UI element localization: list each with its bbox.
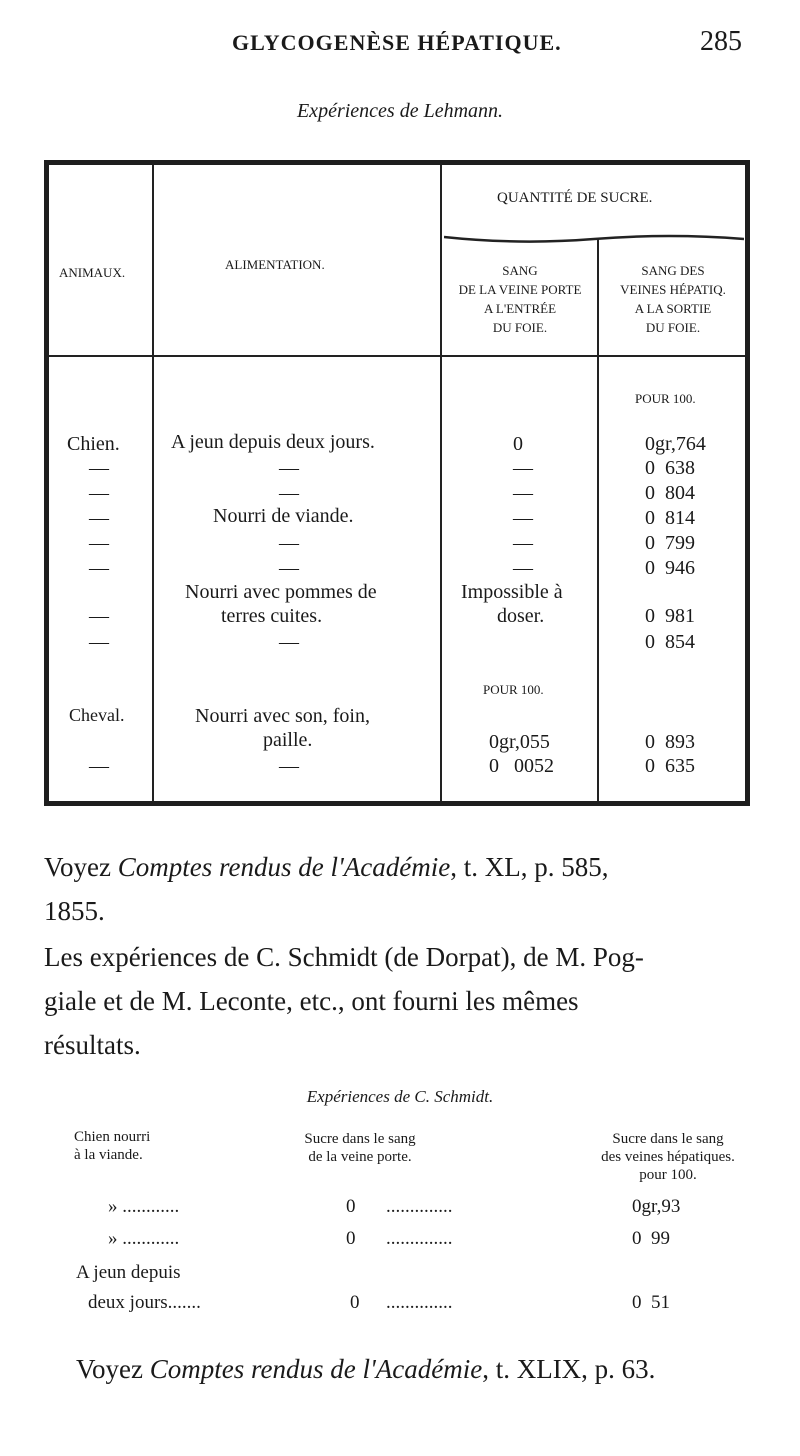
caption-lehmann: Expériences de Lehmann. (296, 100, 504, 122)
caption-schmidt: Expériences de C. Schmidt. (306, 1087, 494, 1106)
running-header-title: GLYCOGENÈSE HÉPATIQUE. (232, 30, 562, 55)
paragraph-line-3: résultats. (44, 1030, 141, 1060)
unit-porte: POUR 100. (483, 682, 544, 697)
col-header-animaux: ANIMAUX. (59, 265, 126, 280)
page-number: 285 (700, 26, 742, 57)
col-header-porte: SANG DE LA VEINE PORTE A L'ENTRÉE DU FOIE. (458, 263, 582, 335)
col-header-alimentation: ALIMENTATION. (225, 257, 325, 272)
reference-1-line2: 1855. (44, 896, 105, 926)
schmidt-col-3-header: Sucre dans le sang des veines hépatiques. pour 100. (601, 1131, 735, 1183)
schmidt-col-2-header: Sucre dans le sang de la veine porte. (304, 1131, 416, 1165)
reference-1: Voyez Comptes rendus de l'Académie, t. XL, p. 585, (44, 852, 609, 882)
paragraph-line-2: giale et de M. Leconte, etc., ont fourni les mêmes (44, 986, 579, 1016)
unit-hepatiques: POUR 100. (635, 391, 696, 406)
schmidt-col-1-header: Chien nourri à la viande. (74, 1129, 151, 1163)
col-header-hepatiques: SANG DES VEINES HÉPATIQ. A LA SORTIE DU FOIE. (620, 263, 726, 335)
lehmann-table: ANIMAUX. ALIMENTATION. QUANTITÉ DE SUCRE. SANG DE LA VEINE PORTE A L'ENTRÉE DU FOIE. SANG DES VEINES HÉPATIQ. A LA SORTIE DU FOIE. POUR 100. POUR 100. Chien. A jeun depuis deux jours. 0 0gr,764 — — — 0 638 — — — 0 804 — Nourri de viande. — 0 814 — — — 0 799 — — — 0 946 — Nourri avec pommes de terres cuites. Impossible à doser. 0 981 — — 0 854 Cheval. Nourri avec son, foin, paille. 0gr,055 0 893 — — 0 0052 0 635 (44, 160, 750, 806)
paragraph-line-1: Les expériences de C. Schmidt (de Dorpat), de M. Pog- (44, 942, 644, 972)
reference-2: Voyez Comptes rendus de l'Académie, t. XLIX, p. 63. (76, 1354, 656, 1384)
col-header-quantite: QUANTITÉ DE SUCRE. (497, 190, 653, 206)
group-divider (444, 231, 744, 247)
